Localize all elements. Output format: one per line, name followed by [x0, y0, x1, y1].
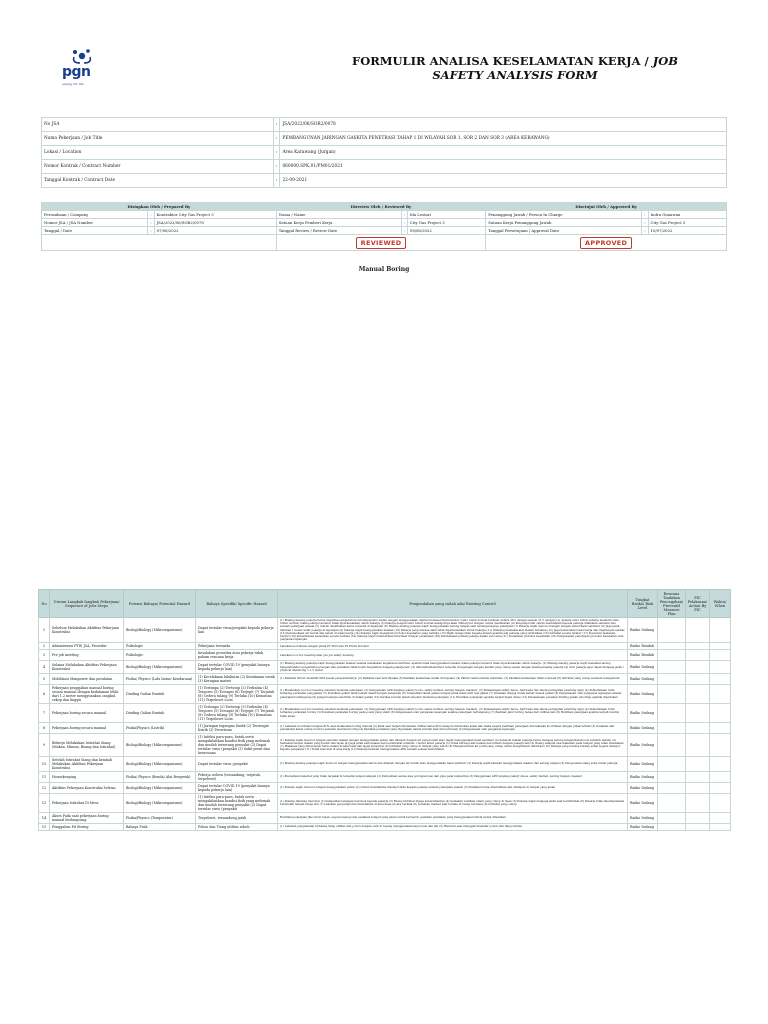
table-row: [39, 824, 731, 831]
table-row: [39, 618, 731, 643]
approval-label: Tanggal Review / Review Date: [276, 227, 401, 235]
column-header: No: [39, 590, 50, 618]
empty-cell: [686, 650, 710, 661]
approved-stamp: APPROVED: [580, 237, 632, 249]
empty-cell: [686, 757, 710, 772]
row-number: 12: [39, 783, 50, 794]
info-row: [42, 118, 727, 132]
info-separator: :: [274, 174, 280, 188]
empty-cell: [686, 783, 710, 794]
specific-hazard: Pohon dan Tiang utilitas roboh: [196, 824, 278, 831]
form-title: FORMULIR ANALISA KESELAMATAN KERJA / JOB SAFETY ANALYSIS FORM: [352, 54, 678, 82]
job-step: Pekerjaan Istirahat Di Mess: [50, 794, 124, 813]
potential-hazard: Dinding Galian Runtuh: [124, 685, 196, 704]
approval-separator: :: [148, 227, 154, 235]
potential-hazard: Biologi/Biology (Mikroorganisme): [124, 734, 196, 757]
empty-cell: [686, 723, 710, 734]
risk-level: Risiko Sedang: [628, 734, 658, 757]
row-number: 8: [39, 723, 50, 734]
row-number: 4: [39, 661, 50, 674]
risk-level: Risiko Sedang: [628, 618, 658, 643]
column-header: PIC Pelaksana/ Action By PIC: [686, 590, 710, 618]
info-value: 060000.SPK.01/PM01/2021: [280, 160, 727, 174]
info-separator: :: [274, 132, 280, 146]
row-number: 1: [39, 618, 50, 643]
approval-separator: :: [148, 219, 154, 227]
specific-hazard: Pekerjaan tertunda: [196, 643, 278, 650]
column-header: Pengendalian yang sudah ada/ Existing Control: [278, 590, 628, 618]
approval-label: Penanggung Jawab / Person In Charge: [486, 211, 642, 219]
empty-cell: [686, 813, 710, 824]
approval-separator: :: [642, 211, 648, 219]
specific-hazard: (1) Tertimpa (2) Tertutup (3) Terlindas (4) Tergores (5) Tersayat (6) Terjepit (7) Terjatuh (8) Cedera tulang (9) Terluka (10) Kematian (11) Terpeleset Licin: [196, 704, 278, 723]
empty-cell: [658, 650, 686, 661]
empty-cell: [686, 794, 710, 813]
approval-label: Satuan Kerja Penanggung Jawab: [486, 219, 642, 227]
approval-separator: :: [642, 227, 648, 235]
empty-cell: [710, 813, 731, 824]
potential-hazard: Fisika/ Physics (Lalu lintas/ Kendaraan): [124, 674, 196, 685]
table-row: [39, 723, 731, 734]
pgn-logo: [52, 44, 112, 102]
info-separator: :: [274, 146, 280, 160]
empty-cell: [710, 643, 731, 650]
job-step: Administrasi PTW, JSA, Prosedur: [50, 643, 124, 650]
approved-stamp-cell: [486, 235, 727, 251]
section-subtitle: Manual Boring: [358, 266, 410, 273]
specific-hazard: (1) Infeksi para-paru, batuk serta mengakibatkan kondisi fisik yang melemah dan mudah terserang penyakit (2) Dapat tertular virus (penyakit (3) Sakit perut dan keracunan: [196, 734, 278, 757]
potential-hazard: Fisika/Physics (Temperatur): [124, 813, 196, 824]
job-step: Housekeeping: [50, 772, 124, 783]
empty-cell: [658, 643, 686, 650]
approval-separator: :: [148, 211, 154, 219]
approved-by-header: Disetujui Oleh / Approved By: [486, 203, 727, 211]
empty-cell: [686, 643, 710, 650]
empty-cell: [710, 685, 731, 704]
table-row: [39, 794, 731, 813]
job-step: Aktifitas Pekerjaan Konstruksi Selesai: [50, 783, 124, 794]
existing-control: (1) Masing-masing pekerja wajib mencuci tangan menggunakan sabun dan dibasuh dengan air bersih atau menggunakan hand sanitizer (2) Pekerja wajib kembali menggunakan masker dan sarung tangan (3) Pengecekan ulang suhu tubuh pekerja: [278, 757, 628, 772]
empty-cell: [658, 757, 686, 772]
table-row: [39, 674, 731, 685]
empty-cell: [658, 824, 686, 831]
approval-separator: :: [642, 219, 648, 227]
job-step: Setelah Istirahat Siang dan kembali Melakukan Aktifitas Pekerjaan Konstruksi: [50, 757, 124, 772]
empty-cell: [658, 723, 686, 734]
approval-row: [42, 211, 727, 219]
table-row: [39, 685, 731, 704]
empty-cell: [710, 734, 731, 757]
empty-cell: [658, 772, 686, 783]
potential-hazard: Fisika/ Physics (Benda/ Alat Bergerak): [124, 772, 196, 783]
empty-cell: [686, 618, 710, 643]
info-row: [42, 132, 727, 146]
info-label: No JSA: [42, 118, 274, 132]
row-number: 6: [39, 685, 50, 704]
empty-cell: [658, 618, 686, 643]
specific-hazard: (1) Tertimpa (2) Tertutup (3) Terlindas (4) Tergores (5) Tersayat (6) Terjepit (7) Terjatuh (8) Cedera tulang (9) Terluka (10) Kematian (11) Terpeleset Licin: [196, 685, 278, 704]
row-number: 7: [39, 704, 50, 723]
row-number: 5: [39, 674, 50, 685]
approval-label: Tanggal / Date: [42, 227, 148, 235]
info-value: 22-09-2021: [280, 174, 727, 188]
approval-value: Indra Gunawan: [648, 211, 726, 219]
specific-hazard: Dapat tertular virus /penyakit: [196, 757, 278, 772]
row-number: 3: [39, 650, 50, 661]
approval-value: JSA/2022/06/SOR2/0078: [154, 219, 276, 227]
risk-level: Risiko Sedang: [628, 824, 658, 831]
job-step: Selama Melakukan Aktifitas Pekerjaan Konstruksi: [50, 661, 124, 674]
column-header: Rencana Tindakan Pencegahan/ Preventif Measure Plan: [658, 590, 686, 618]
existing-control: (1) Pekerja wajib mencuci tangan menggunakan sabun (2) Cairan desinfektan disemprotkan kepada pekerja setelah pekerjaan selesai (3) Peralatan kerja dibersihkan dan disimpan di tempat yang aman: [278, 783, 628, 794]
empty-cell: [710, 772, 731, 783]
job-info-table: [41, 117, 727, 188]
risk-level: Risiko Sedang: [628, 772, 658, 783]
existing-control: Lakukan tool box meeting atau pre job safety meeting: [278, 650, 628, 661]
empty-cell: [658, 813, 686, 824]
empty-cell: [710, 723, 731, 734]
existing-control: (1) Melakukan tool box meeting sebelum memulai pekerjaan. (2) Penggunaan APD lengkap (safety boots, safety helmet, sarung tangan, masker). (3) Pemasangan safety fence, barricade dan tanda peringatan (warning sign) (4) Pemeriksaan rutin terhadap peralatan boring (5) Posisikan peralatan boring pada posisi yang stabil (6) Pengawasan oleh pengawas lapangan selama pekerjaan berlangsung (7) Pastikan jalur boring bebas dari utilitas lain (8) Hentikan pekerjaan apabila terjadi kondisi tidak aman: [278, 704, 628, 723]
approval-label: Nomor JSA / JSA Number: [42, 219, 148, 227]
table-row: [39, 813, 731, 824]
info-label: Lokasi / Location: [42, 146, 274, 160]
empty-cell: [658, 661, 686, 674]
approval-table: [41, 202, 727, 251]
row-number: 13: [39, 794, 50, 813]
approval-row: [42, 227, 727, 235]
approval-value: 08/06/2022: [407, 227, 485, 235]
empty-cell: [710, 783, 731, 794]
job-step: Pre job meeting: [50, 650, 124, 661]
column-header: Waktu/ When: [710, 590, 731, 618]
table-row: [39, 650, 731, 661]
potential-hazard: Bahaya Fisik: [124, 824, 196, 831]
row-number: 15: [39, 824, 50, 831]
table-row: [39, 734, 731, 757]
empty-cell: [686, 661, 710, 674]
approval-value: 10/07/2022: [648, 227, 726, 235]
approval-value: City Gas Project 3: [407, 219, 485, 227]
specific-hazard: Kesalahan prosedur atau pekerja tidak paham rencana kerja: [196, 650, 278, 661]
empty-cell: [686, 685, 710, 704]
prepared-stamp-cell: [42, 235, 277, 251]
specific-hazard: (1) Infeksi para-paru, batuk serta mengakibatkan kondisi fisik yang melemah dan mudah terserang penyakit (2) Dapat tertular virus (penyakit: [196, 794, 278, 813]
approval-label: Nama / Name: [276, 211, 401, 219]
column-header: Urutan Langkah-langkah Pekerjaan/ Sequence of Jobs Steps: [50, 590, 124, 618]
job-step: Pekerjaan penggalian manual boring secara manual dengan kedalaman lebih dari 1.2 meter menggunakan cangkul, sekop dan linggis: [50, 685, 124, 704]
approval-value: Ida Lestari: [407, 211, 485, 219]
info-label: Tanggal Kontrak / Contract Date: [42, 174, 274, 188]
potential-hazard: Biologi/Biology (Mikroorganisme): [124, 757, 196, 772]
risk-level: Risiko Rendah: [628, 650, 658, 661]
job-step: Pekerjaan boring secara manual: [50, 723, 124, 734]
row-number: 11: [39, 772, 50, 783]
table-row: [39, 783, 731, 794]
potential-hazard: Fisika/Physics (Listrik): [124, 723, 196, 734]
empty-cell: [658, 704, 686, 723]
specific-hazard: Dapat tertular COVID 19 (penyakit lainnya kepada pekerja lain): [196, 661, 278, 674]
potential-hazard: Biologi/Biology (Mikroorganisme): [124, 661, 196, 674]
approval-value: City Gas Project 3: [648, 219, 726, 227]
existing-control: (1) Pastikan Driver memiliki SIM sesuai persyaratannya. (2) Pastikan seat belt dipakai (3) Pastikan kendaraan sudah di inspeksi. (4) Patuhi rambu-rambu lalulintas. (5) Pastikan kendaraan tidak overload (6) Istirahat yang cukup sebelum mengemudi: [278, 674, 628, 685]
column-header: Potensi Bahaya/ Potential Hazard: [124, 590, 196, 618]
existing-control: Lakukan koordinasi dengan pihak PT PGN dan PT POAS Solution: [278, 643, 628, 650]
info-separator: :: [274, 118, 280, 132]
potential-hazard: Psikologis: [124, 650, 196, 661]
prepared-by-header: Disiapkan Oleh / Prepared By: [42, 203, 277, 211]
logo-tagline: energy for life: [62, 82, 84, 86]
empty-cell: [710, 674, 731, 685]
row-number: 10: [39, 757, 50, 772]
empty-cell: [710, 650, 731, 661]
existing-control: (1) Lakukan koordinasi dengan PLN saat melakukan boring manual (2) Pada saat terjadi ditemukan utilitas kabel PLN ataupun ditemukan kabel lain maka segera hentikan pekerjaan dan lakukan koordinasi dengan pihak terkait (3) Gunakan alat pendeteksi kabel (cable locator) sebelum memulai boring (4) Pastikan peralatan yang digunakan dalam kondisi baik dan terisolasi (5) Pengawasan oleh pengawas lapangan: [278, 723, 628, 734]
existing-control: (1) Pekerja dilarang merokok (2) Sampaikan larangan merokok kepada pekerja (3) Ruang istirahat dijaga kebersihannya (4) Sediakan ventilasi udara yang cukup di mess (5) Pekerja wajib menjaga jarak saat beristirahat (6) Pekerja tidak diperkenankan berpindah tempat tanpa izin (7) Lakukan penyemprotan desinfektan di area mess secara berkala (8) Gunakan masker saat berada di ruang bersama (9) Istirahat yang cukup: [278, 794, 628, 813]
specific-hazard: Dapat tertular COVID 19 (penyakit lainnya kepada pekerja lain): [196, 783, 278, 794]
specific-hazard: (1) Kecelakaan lalulintas (2) Kendaraan rusak (3) Kerugian materi: [196, 674, 278, 685]
potential-hazard: Dinding Galian Runtuh: [124, 704, 196, 723]
empty-cell: [686, 704, 710, 723]
row-number: 2: [39, 643, 50, 650]
empty-cell: [658, 783, 686, 794]
row-number: 14: [39, 813, 50, 824]
job-step: Penggalian Pit Boring: [50, 824, 124, 831]
empty-cell: [710, 794, 731, 813]
approval-separator: :: [401, 219, 407, 227]
risk-level: Risiko Sedang: [628, 757, 658, 772]
approval-label: Tanggal Persetujuan / Approval Date: [486, 227, 642, 235]
info-row: [42, 174, 727, 188]
risk-level: Risiko Sedang: [628, 661, 658, 674]
potential-hazard: Biologi/Biology (Mikroorganisme): [124, 794, 196, 813]
existing-control: (1) Lakukan pengamatan terhadap tiang utilitas dan pohon dengan cara di topang menggunakan kayu/ besi dan tali (2) Hati-hati saat menggali disekitar pohon dan tiang utilitas: [278, 824, 628, 831]
table-row: [39, 757, 731, 772]
reviewed-stamp-cell: [276, 235, 486, 251]
empty-cell: [686, 734, 710, 757]
potential-hazard: Biologi/Biology (Mikroorganisme): [124, 618, 196, 643]
job-step: Akses Pada saat pekerjaan boring manual berlangsung: [50, 813, 124, 824]
approval-row: [42, 219, 727, 227]
approval-separator: :: [401, 227, 407, 235]
existing-control: (1) Pekerja wajib mencuci tangan sebelum makan dengan menggunakan sabun dan dibasuh dengan air yang bersih atau dapat menggunakan hand sanitizer (2) Sebelum makan pekerja harus melepas sarung tangan/handscoon terlebih dahulu (3) Sediakan tempat makan yang bersih dan layak (4) Jaga jarak saat makan dan beristirahat minimal 1 meter antar pekerja (5) Tidak berbagi alat makan dan minum dengan pekerja lain (6) Buang sampah sisa makanan pada tempat yang telah disediakan (7) Makanan yang dikonsumsi harus dalam kondisi baik dan layak konsumsi (8) Istirahat yang cukup di tempat yang teduh (9) Mengkonsumsi air putih yang cukup untuk menghindari dehidrasi (10) Pekerja yang merasa kurang sehat segera melapor kepada pengawas (11) Tidak merokok di area kerja (12) Pekerja kembali menggunakan APD setelah selesai beristirahat: [278, 734, 628, 757]
potential-hazard: Biologi/Biology (Mikroorganisme): [124, 783, 196, 794]
empty-cell: [658, 794, 686, 813]
job-step: Mobilisasi Manpower dan peralatan: [50, 674, 124, 685]
approval-value: 07/06/2022: [154, 227, 276, 235]
empty-cell: [710, 704, 731, 723]
approval-separator: :: [401, 211, 407, 219]
info-label: Nama Pekerjaan / Job Title: [42, 132, 274, 146]
table-row: [39, 643, 731, 650]
existing-control: (1) Melakukan tool box meeting sebelum memulai pekerjaan. (2) Penggunaan APD lengkap (safety boots, safety helmet, sarung tangan, masker). (3) Pemasangan safety fence, barricade dan tanda peringatan (warning sign) (4) Pemeriksaan rutin terhadap peralatan penggalian (5) Posisikan galian tidak terlalu dekat dengan bangunan (6) Tempatkan tanah galian dengan jarak aman dari tepi galian (7) Gunakan tangga untuk keluar masuk galian (8) Pengawasan oleh pengawas lapangan selama pekerjaan berlangsung (9) Jangan bekerja sendirian di dalam galian (10) Periksa kondisi tanah sebelum memulai pekerjaan (11) Hentikan pekerjaan apabila terjadi hujan deras (12) Pemasangan penahan dinding galian (shoring) apabila diperlukan: [278, 685, 628, 704]
existing-control: (1) Masing-masing pekerja wajib menggunakan masker selama melakukan kegiatan konstruksi, apabila tidak menggunakan masker maka pekerja tersebut tidak diperkenankan untuk bekerja. (2) Masing-masing pekerja wajib memakai sarung tangan/handscoon/pelindung tangan dan peralatan tidak boleh bergantian dengan pekerja lain. (3) Sabun/handsanitizer tersedia di lapangan dengan jumlah yang cukup sesuai dengan masing-masing pekerja (4) Atur pekerja agar dapat menjaga jarak / physical distancing 1-1.5 meter: [278, 661, 628, 674]
table-row: [39, 704, 731, 723]
info-value: Area Karawang (Jurgan): [280, 146, 727, 160]
empty-cell: [710, 824, 731, 831]
info-value: PEMBANGUNAN JARINGAN GASKITA PENETRASI TAHAP 1 DI WILAYAH SOR 1, SOR 2 DAN SOR 3 (AREA KEBAWANG): [280, 132, 727, 146]
info-value: JSA/2022/06/SOR2/0078: [280, 118, 727, 132]
specific-hazard: Dapat tertular virus/penyakit kepada pekerja lain: [196, 618, 278, 643]
empty-cell: [686, 772, 710, 783]
potential-hazard: Psikologis: [124, 643, 196, 650]
reviewed-by-header: Direview Oleh / Reviewed By: [276, 203, 486, 211]
jsa-table: [38, 589, 731, 831]
job-step: Pekerjaan boring secara manual: [50, 704, 124, 723]
table-row: [39, 772, 731, 783]
approval-value: Kontraktor City Gas Project 3: [154, 211, 276, 219]
empty-cell: [658, 674, 686, 685]
risk-level: Risiko Sedang: [628, 783, 658, 794]
info-row: [42, 160, 727, 174]
empty-cell: [710, 757, 731, 772]
info-label: Nomor Kontrak / Contract Number: [42, 160, 274, 174]
risk-level: Risiko Sedang: [628, 704, 658, 723]
specific-hazard: Terpeleset, tersandung jatuh: [196, 813, 278, 824]
specific-hazard: Pekerja cedera (tersandung, terjatuh, terpeleset): [196, 772, 278, 783]
risk-level: Risiko Rendah: [628, 643, 658, 650]
info-row: [42, 146, 727, 160]
specific-hazard: (1) Jaringan tegangan listrik (2) Tersengat listrik (3) Tersetrum: [196, 723, 278, 734]
job-step: Bekerja Melakukan Istirahat Siang (Makan, Minum, Buang dan Istirahat): [50, 734, 124, 757]
row-number: 9: [39, 734, 50, 757]
risk-level: Risiko Sedang: [628, 674, 658, 685]
existing-control: (1) Masing-masing pekerja harus diperiksa temperature tubuhnya/suhu badan dengan menggunakan digital forehead thermometer (suhu tubuh normal berkisar antara 36.5 derajat sampai 37.5 derajat) (2) Apabila suhu tubuh pekerja melebihi suhu tubuh normal, maka pekerja tersebut tidak diperkenankan untuk bekerja (3) Pekerja dengan suhu tubuh normal selanjutnya akan diinterpret dengan cairan desinfektan (4) Penyemprotan cairan desinfektan kepada pekerja dilakukan sebelum dan setelah pekerjaan selesai (5) Cairan desinfektan harus tersedia di lapangan (6) Masing-masing pekerja wajib menggunakan sarung tangan saat berlangsungnya pekerjaan (7) Pekerja wajib mencuci tangan dengan sabun/hand sanitizer (8) Jaga jarak minimal 1 meter antar pekerja di lapangan (9) Pekerja wajib menggunakan masker (10) Pekerja yang merasa sakit tidak diperkenankan untuk bekerja (11) Dilarang memakai alat makan bersama (12) Jaga kebersihan lokasi kerja dan lingkungan sekitar (13) Ketersediaan air bersih dan sabun di lokasi kerja (14) Pekerja wajib mengikuti protokol kesehatan yang berlaku (15) Wajib melaporkan kepada atasan apabila ada pekerja yang terindikasi (16) Istirahat secara teratur (17) Konsumsi makanan bergizi (18) Pemeriksaan kesehatan secara berkala (19) Pekerja wajib memberikan informasi riwayat perjalanan (20) Pembatasan jumlah pekerja dalam satu area (21) Sosialisasi protokol kesehatan (22) Pengawasan penerapan protokol kesehatan oleh pengawas lapangan: [278, 618, 628, 643]
empty-cell: [710, 661, 731, 674]
empty-cell: [686, 674, 710, 685]
empty-cell: [710, 618, 731, 643]
info-separator: :: [274, 160, 280, 174]
empty-cell: [686, 824, 710, 831]
risk-level: Risiko Sedang: [628, 813, 658, 824]
empty-cell: [658, 685, 686, 704]
table-row: [39, 661, 731, 674]
risk-level: Risiko Sedang: [628, 794, 658, 813]
approval-label: Perusahaan / Company: [42, 211, 148, 219]
approval-label: Satuan Kerja Pemberi Kerja: [276, 219, 401, 227]
existing-control: Hentikan pekerjaan jika turun hujan, segera menepi dan sediakan tempat yang aman untuk berteduh, pastikan peralatan yang menggunakan listrik sudah dimatikan: [278, 813, 628, 824]
logo-text: pgn: [62, 64, 91, 80]
column-header: Tingkat Risiko/ Risk Level: [628, 590, 658, 618]
empty-cell: [658, 734, 686, 757]
reviewed-stamp: REVIEWED: [356, 237, 407, 249]
existing-control: (1) Merapikan material yang tidak terpakai & tersedia tempat sampah (2) Kumpulkan semua sisa potongan besi dan pipa pada tempatnya (3) Penggunaan APD lengkap (safety shoes, safety helmet, sarung tangan, masker): [278, 772, 628, 783]
risk-level: Risiko Sedang: [628, 723, 658, 734]
risk-level: Risiko Sedang: [628, 685, 658, 704]
job-step: Sebelum Melakukan Aktifitas Pekerjaan Konstruksi: [50, 618, 124, 643]
column-header: Bahaya Spesifik/ Specific Hazard: [196, 590, 278, 618]
